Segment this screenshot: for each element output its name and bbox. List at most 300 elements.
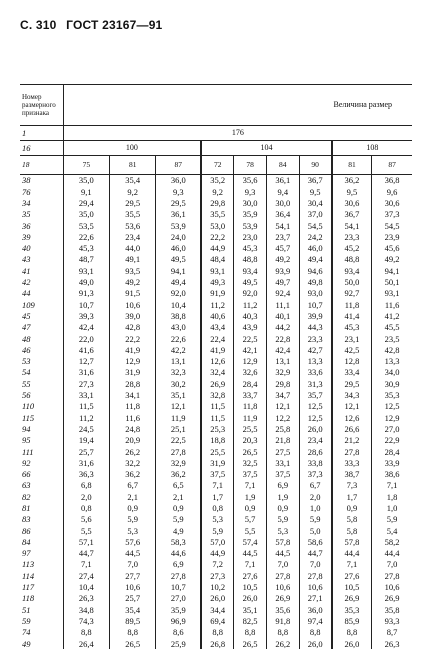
table-cell: 48,8 <box>234 254 267 265</box>
table-cell: 93,5 <box>110 265 156 276</box>
table-cell: 32,2 <box>110 457 156 468</box>
table-cell: 54,1 <box>266 220 299 231</box>
table-cell: 26,8 <box>201 638 234 649</box>
table-cell: 23,3 <box>332 231 372 242</box>
table-cell: 12,2 <box>266 412 299 423</box>
table-cell: 12,1 <box>332 401 372 412</box>
table-cell: 37,5 <box>234 469 267 480</box>
table-cell: 23,9 <box>372 231 412 242</box>
table-cell: 25,7 <box>63 446 109 457</box>
table-cell: 9,3 <box>156 186 201 197</box>
table-cell: 5,9 <box>299 514 332 525</box>
table-cell: 25,5 <box>234 424 267 435</box>
row-label: 86 <box>22 525 31 536</box>
table-row <box>20 525 412 536</box>
table-cell: 26,0 <box>234 593 267 604</box>
row-label: 109 <box>22 299 35 310</box>
table-cell: 36,1 <box>266 175 299 187</box>
table-cell: 49,8 <box>299 277 332 288</box>
table-cell: 12,9 <box>372 412 412 423</box>
table-cell: 13,3 <box>372 356 412 367</box>
table-cell: 22,0 <box>63 333 109 344</box>
table-cell: 22,4 <box>201 333 234 344</box>
table-cell: 37,3 <box>299 469 332 480</box>
header-row <box>20 85 412 126</box>
table-cell: 35,0 <box>63 209 109 220</box>
table-cell: 24,2 <box>299 231 332 242</box>
table-row <box>20 254 412 265</box>
table-cell: 26,0 <box>332 638 372 649</box>
row-label: 46 <box>22 344 31 355</box>
table-row <box>20 480 412 491</box>
table-cell: 7,1 <box>201 480 234 491</box>
table-cell: 49,3 <box>201 277 234 288</box>
table-cell: 35,5 <box>110 209 156 220</box>
table-cell: 58,2 <box>372 537 412 548</box>
table-cell: 92,4 <box>266 288 299 299</box>
page-header <box>20 18 168 32</box>
table-cell: 13,1 <box>266 356 299 367</box>
group-value: 104 <box>201 141 332 156</box>
table-row <box>20 231 412 242</box>
table-cell: 89,5 <box>110 616 156 627</box>
table-cell: 10,7 <box>156 582 201 593</box>
table-row <box>20 175 412 187</box>
row-label: 45 <box>22 310 31 321</box>
table-cell: 7,1 <box>372 480 412 491</box>
table-cell: 22,2 <box>201 231 234 242</box>
table-cell: 33,6 <box>299 367 332 378</box>
table-cell: 45,5 <box>372 322 412 333</box>
row-label: 40 <box>22 243 31 254</box>
table-cell: 29,5 <box>156 198 201 209</box>
table-row <box>20 344 412 355</box>
table-cell: 36,2 <box>156 469 201 480</box>
table-cell: 25,5 <box>201 446 234 457</box>
table-cell: 34,4 <box>201 604 234 615</box>
table-cell: 35,4 <box>110 175 156 187</box>
table-cell: 7,0 <box>266 559 299 570</box>
table-cell: 28,6 <box>299 446 332 457</box>
table-cell: 9,2 <box>201 186 234 197</box>
table-cell: 10,6 <box>110 299 156 310</box>
table-cell: 33,3 <box>332 457 372 468</box>
row-label: 81 <box>22 503 31 513</box>
table-cell: 35,0 <box>63 175 109 187</box>
table-cell: 12,5 <box>299 401 332 412</box>
table-cell: 11,5 <box>63 401 109 412</box>
table-cell: 22,6 <box>156 333 201 344</box>
row-label: 42 <box>22 277 31 288</box>
table-cell: 11,9 <box>234 412 267 423</box>
table-cell: 34,0 <box>372 367 412 378</box>
table-row <box>20 265 412 276</box>
table-cell: 1,0 <box>372 503 412 514</box>
table-cell: 10,6 <box>266 582 299 593</box>
table-cell: 39,0 <box>110 311 156 322</box>
table-cell: 35,2 <box>201 175 234 187</box>
table-cell: 92,0 <box>156 288 201 299</box>
table-cell: 41,2 <box>372 311 412 322</box>
table-cell: 54,5 <box>299 220 332 231</box>
table-cell: 57,0 <box>201 537 234 548</box>
table-cell: 27,3 <box>201 570 234 581</box>
table-cell: 39,3 <box>63 311 109 322</box>
table-cell: 2,1 <box>110 491 156 502</box>
table-row <box>20 638 412 649</box>
table-cell: 29,8 <box>201 198 234 209</box>
table-cell: 7,2 <box>201 559 234 570</box>
row-label: 92 <box>22 457 31 468</box>
table-cell: 94,1 <box>156 265 201 276</box>
table-cell: 22,5 <box>156 435 201 446</box>
table-row <box>20 243 412 254</box>
table-cell: 44,7 <box>63 548 109 559</box>
table-cell: 36,1 <box>156 209 201 220</box>
table-cell: 38,7 <box>332 469 372 480</box>
table-cell: 12,9 <box>234 356 267 367</box>
table-cell: 40,3 <box>234 311 267 322</box>
table-cell: 27,6 <box>332 570 372 581</box>
table-cell: 28,4 <box>372 446 412 457</box>
table-cell: 39,9 <box>299 311 332 322</box>
table-cell: 1,7 <box>332 491 372 502</box>
row-label: 56 <box>22 390 31 401</box>
table-cell: 30,6 <box>332 198 372 209</box>
table-row <box>20 582 412 593</box>
table-cell: 93,4 <box>332 265 372 276</box>
table-cell: 48,4 <box>201 254 234 265</box>
table-cell: 36,7 <box>299 175 332 187</box>
table-cell: 35,3 <box>372 390 412 401</box>
row-label: 53 <box>22 356 31 367</box>
table-cell: 27,8 <box>372 570 412 581</box>
table-cell: 23,4 <box>110 231 156 242</box>
table-cell: 0,8 <box>201 503 234 514</box>
table-cell: 40,6 <box>201 311 234 322</box>
table-cell: 91,8 <box>266 616 299 627</box>
table-cell: 94,6 <box>299 265 332 276</box>
table-cell: 7,0 <box>299 559 332 570</box>
table-cell: 10,7 <box>63 299 109 310</box>
table-cell: 42,7 <box>299 344 332 355</box>
table-cell: 12,5 <box>372 401 412 412</box>
table-cell: 9,5 <box>332 186 372 197</box>
table-cell: 25,9 <box>156 638 201 649</box>
table-cell: 11,5 <box>201 401 234 412</box>
table-cell: 34,7 <box>266 390 299 401</box>
table-row <box>20 604 412 615</box>
table-cell: 26,9 <box>201 378 234 389</box>
row-label: 115 <box>22 412 35 423</box>
table-cell: 12,9 <box>110 356 156 367</box>
table-cell: 44,3 <box>299 322 332 333</box>
table-row <box>20 322 412 333</box>
table-cell: 30,0 <box>234 198 267 209</box>
table-cell: 26,5 <box>234 638 267 649</box>
table-cell: 12,5 <box>299 412 332 423</box>
table-cell: 93,4 <box>234 265 267 276</box>
table-cell: 22,9 <box>372 435 412 446</box>
table-cell: 11,9 <box>156 412 201 423</box>
table-cell: 2,1 <box>156 491 201 502</box>
row-label: 66 <box>22 469 31 480</box>
table-cell: 29,5 <box>332 378 372 389</box>
table-cell: 5,8 <box>332 525 372 536</box>
table-cell: 5,5 <box>234 525 267 536</box>
table-cell: 27,8 <box>266 570 299 581</box>
sub-col: 81 <box>110 156 156 175</box>
row-label: 82 <box>22 491 31 502</box>
table-cell: 11,6 <box>110 412 156 423</box>
table-cell: 35,9 <box>156 604 201 615</box>
table-cell: 57,1 <box>63 537 109 548</box>
row-label: 47 <box>22 322 31 333</box>
table-row <box>20 435 412 446</box>
row-label: 84 <box>22 536 31 547</box>
row-label: 111 <box>22 446 34 457</box>
table-cell: 35,4 <box>110 604 156 615</box>
table-cell: 36,4 <box>266 209 299 220</box>
row-label: 16 <box>20 141 63 156</box>
sub-col: 72 <box>201 156 234 175</box>
table-cell: 42,4 <box>63 322 109 333</box>
table-cell: 38,6 <box>372 469 412 480</box>
table-cell: 49,7 <box>266 277 299 288</box>
table-row <box>20 198 412 209</box>
table-cell: 93,0 <box>299 288 332 299</box>
table-cell: 24,8 <box>110 424 156 435</box>
table-cell: 7,1 <box>234 480 267 491</box>
table-cell: 32,9 <box>156 457 201 468</box>
table-cell: 6,9 <box>266 480 299 491</box>
table-cell: 27,8 <box>156 446 201 457</box>
row-header-label: Номер размерного признака <box>20 85 63 126</box>
table-cell: 19,4 <box>63 435 109 446</box>
table-cell: 44,7 <box>299 548 332 559</box>
table-cell: 22,2 <box>110 333 156 344</box>
table-cell: 57,8 <box>266 537 299 548</box>
table-row <box>20 299 412 310</box>
table-cell: 20,3 <box>234 435 267 446</box>
table-row <box>20 401 412 412</box>
table-cell: 24,5 <box>63 424 109 435</box>
table-cell: 31,9 <box>201 457 234 468</box>
row-label: 43 <box>22 254 31 265</box>
table-row <box>20 186 412 197</box>
table-cell: 21,8 <box>266 435 299 446</box>
sub-col: 87 <box>372 156 412 175</box>
table-cell: 7,3 <box>332 480 372 491</box>
table-cell: 30,2 <box>156 378 201 389</box>
table-cell: 29,8 <box>266 378 299 389</box>
table-cell: 27,6 <box>234 570 267 581</box>
table-cell: 10,6 <box>372 582 412 593</box>
table-cell: 10,6 <box>110 582 156 593</box>
table-cell: 91,9 <box>201 288 234 299</box>
table-cell: 25,1 <box>156 424 201 435</box>
table-cell: 5,7 <box>234 514 267 525</box>
table-cell: 7,1 <box>332 559 372 570</box>
table-cell: 74,3 <box>63 616 109 627</box>
table-cell: 12,7 <box>63 356 109 367</box>
row-label: 76 <box>22 186 31 197</box>
table-cell: 2,0 <box>63 491 109 502</box>
table-cell: 27,1 <box>299 593 332 604</box>
table-cell: 23,3 <box>299 333 332 344</box>
row-label: 97 <box>22 548 31 559</box>
table-cell: 35,1 <box>156 390 201 401</box>
table-cell: 26,0 <box>201 593 234 604</box>
table-row <box>20 537 412 548</box>
table-cell: 46,0 <box>299 243 332 254</box>
page-number: С. 310 <box>20 18 57 32</box>
table-cell: 6,8 <box>63 480 109 491</box>
table-cell: 26,3 <box>372 638 412 649</box>
table-cell: 5,3 <box>201 514 234 525</box>
table-cell: 5,9 <box>201 525 234 536</box>
table-cell: 35,9 <box>234 209 267 220</box>
table-cell: 36,2 <box>332 175 372 187</box>
table-cell: 44,5 <box>266 548 299 559</box>
table-cell: 42,8 <box>110 322 156 333</box>
table-cell: 58,3 <box>156 537 201 548</box>
table-cell: 27,3 <box>63 378 109 389</box>
table-cell: 22,6 <box>63 231 109 242</box>
table-cell: 32,3 <box>156 367 201 378</box>
table-cell: 29,5 <box>110 198 156 209</box>
table-cell: 49,4 <box>156 277 201 288</box>
table-cell: 5,4 <box>372 525 412 536</box>
table-cell: 31,9 <box>110 367 156 378</box>
table-cell: 58,6 <box>299 537 332 548</box>
table-cell: 32,4 <box>201 367 234 378</box>
table-cell: 45,3 <box>234 243 267 254</box>
table-cell: 1,7 <box>201 491 234 502</box>
table-cell: 18,8 <box>201 435 234 446</box>
table-cell: 35,1 <box>234 604 267 615</box>
table-cell: 32,8 <box>201 390 234 401</box>
standard-code: ГОСТ 23167—91 <box>66 18 163 32</box>
table-cell: 36,8 <box>372 175 412 187</box>
table-cell: 9,1 <box>63 186 109 197</box>
table-cell: 26,9 <box>332 593 372 604</box>
table-cell: 44,9 <box>201 548 234 559</box>
table-cell: 49,5 <box>156 254 201 265</box>
table-cell: 11,1 <box>266 299 299 310</box>
table-cell: 93,9 <box>266 265 299 276</box>
row-label: 83 <box>22 514 31 525</box>
table-cell: 44,0 <box>110 243 156 254</box>
table-cell: 5,0 <box>299 525 332 536</box>
table-cell: 35,8 <box>372 604 412 615</box>
table-cell: 23,1 <box>332 333 372 344</box>
table-row <box>20 514 412 525</box>
table-cell: 1,0 <box>299 503 332 514</box>
table-cell: 93,1 <box>63 265 109 276</box>
table-cell: 8,8 <box>201 627 234 638</box>
row-label: 63 <box>22 480 31 491</box>
table-cell: 29,4 <box>63 198 109 209</box>
table-cell: 27,4 <box>63 570 109 581</box>
table-cell: 26,4 <box>63 638 109 649</box>
row-label: 38 <box>22 175 31 186</box>
table-cell: 36,3 <box>63 469 109 480</box>
table-cell: 27,7 <box>110 570 156 581</box>
table-cell: 8,8 <box>110 627 156 638</box>
table-cell: 53,6 <box>110 220 156 231</box>
table-cell: 10,5 <box>332 582 372 593</box>
table-cell: 45,2 <box>332 243 372 254</box>
table-cell: 53,9 <box>156 220 201 231</box>
table-cell: 41,4 <box>332 311 372 322</box>
table-row <box>20 367 412 378</box>
row-label: 114 <box>22 570 35 581</box>
table-cell: 20,9 <box>110 435 156 446</box>
table-cell: 44,6 <box>156 548 201 559</box>
table-row <box>20 469 412 480</box>
table-cell: 23,0 <box>234 231 267 242</box>
table-cell: 49,2 <box>266 254 299 265</box>
table-cell: 49,2 <box>372 254 412 265</box>
group-value: 100 <box>63 141 201 156</box>
table-cell: 11,8 <box>234 401 267 412</box>
row-label: 44 <box>22 288 31 299</box>
row-18 <box>20 156 412 175</box>
table-cell: 33,1 <box>63 390 109 401</box>
table-cell: 8,6 <box>156 627 201 638</box>
table-row <box>20 378 412 389</box>
table-cell: 31,6 <box>63 367 109 378</box>
row-label: 110 <box>22 401 35 412</box>
table-cell: 27,0 <box>372 424 412 435</box>
group-value: 108 <box>332 141 412 156</box>
row-label: 48 <box>22 333 31 344</box>
table-cell: 5,9 <box>266 514 299 525</box>
table-cell: 11,5 <box>201 412 234 423</box>
table-cell: 9,2 <box>110 186 156 197</box>
table-cell: 44,9 <box>201 243 234 254</box>
table-cell: 91,5 <box>110 288 156 299</box>
table-row <box>20 593 412 604</box>
table-cell: 42,5 <box>332 344 372 355</box>
table-cell: 6,9 <box>156 559 201 570</box>
table-cell: 30,6 <box>372 198 412 209</box>
table-cell: 43,0 <box>156 322 201 333</box>
sub-col: 90 <box>299 156 332 175</box>
table-cell: 34,1 <box>110 390 156 401</box>
table-cell: 7,1 <box>234 559 267 570</box>
table-row <box>20 616 412 627</box>
table-cell: 49,0 <box>63 277 109 288</box>
row-label: 117 <box>22 582 35 593</box>
table-cell: 38,8 <box>156 311 201 322</box>
table-cell: 35,6 <box>234 175 267 187</box>
table-cell: 94,1 <box>372 265 412 276</box>
table-cell: 23,5 <box>372 333 412 344</box>
table-cell: 53,0 <box>201 220 234 231</box>
table-cell: 45,3 <box>63 243 109 254</box>
row1-value: 176 <box>63 126 412 141</box>
table-row <box>20 390 412 401</box>
table-cell: 44,5 <box>110 548 156 559</box>
table-cell: 12,1 <box>266 401 299 412</box>
table-cell: 26,3 <box>63 593 109 604</box>
sub-col: 84 <box>266 156 299 175</box>
row-label: 1 <box>20 126 63 141</box>
table-cell: 40,1 <box>266 311 299 322</box>
table-cell: 8,8 <box>234 627 267 638</box>
